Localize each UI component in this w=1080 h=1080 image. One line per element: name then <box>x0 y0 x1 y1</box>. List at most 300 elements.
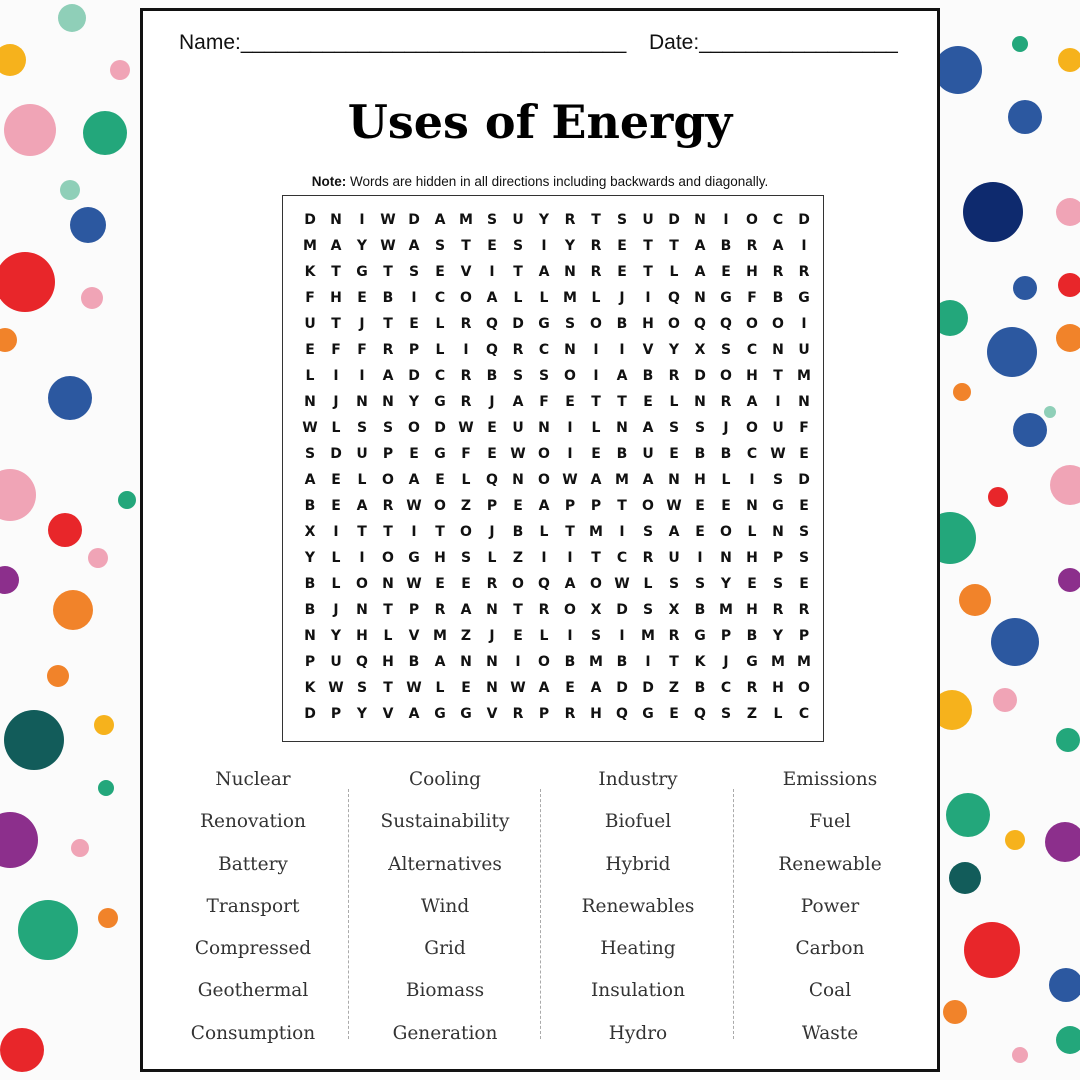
grid-letter[interactable]: T <box>643 264 653 280</box>
grid-letter[interactable]: T <box>565 524 575 540</box>
grid-letter[interactable]: A <box>356 498 368 514</box>
grid-letter[interactable]: T <box>331 316 341 332</box>
date-field[interactable] <box>649 31 898 55</box>
grid-letter[interactable]: R <box>512 342 524 358</box>
grid-letter[interactable]: P <box>720 628 732 644</box>
grid-letter[interactable]: A <box>408 238 420 254</box>
grid-letter[interactable]: D <box>408 212 420 228</box>
grid-letter[interactable]: C <box>538 342 550 358</box>
grid-letter[interactable]: E <box>721 264 731 280</box>
grid-letter[interactable]: B <box>616 446 628 462</box>
grid-letter[interactable]: L <box>331 420 341 436</box>
grid-letter[interactable]: G <box>460 706 472 722</box>
grid-letter[interactable]: G <box>642 706 654 722</box>
grid-letter[interactable]: T <box>513 264 523 280</box>
grid-letter[interactable]: R <box>798 264 810 280</box>
grid-letter[interactable]: I <box>619 628 625 644</box>
grid-letter[interactable]: R <box>772 602 784 618</box>
grid-letter[interactable]: Q <box>486 472 498 488</box>
grid-letter[interactable]: S <box>512 368 524 384</box>
grid-letter[interactable]: S <box>642 602 654 618</box>
grid-letter[interactable]: N <box>304 628 316 644</box>
grid-letter[interactable]: R <box>460 368 472 384</box>
grid-letter[interactable]: F <box>539 394 549 410</box>
grid-letter[interactable]: R <box>460 316 472 332</box>
grid-letter[interactable]: J <box>723 654 729 670</box>
grid-letter[interactable]: N <box>746 498 758 514</box>
grid-letter[interactable]: Q <box>668 290 680 306</box>
grid-letter[interactable]: I <box>333 524 339 540</box>
grid-letter[interactable]: L <box>383 628 393 644</box>
grid-letter[interactable]: T <box>591 212 601 228</box>
grid-letter[interactable]: W <box>770 446 786 462</box>
grid-letter[interactable]: Y <box>564 238 576 254</box>
grid-letter[interactable]: S <box>720 706 732 722</box>
grid-letter[interactable]: B <box>694 446 706 462</box>
grid-letter[interactable]: G <box>356 264 368 280</box>
grid-letter[interactable]: O <box>382 472 394 488</box>
grid-letter[interactable]: M <box>719 602 733 618</box>
grid-letter[interactable]: E <box>513 628 523 644</box>
grid-letter[interactable]: L <box>435 342 445 358</box>
grid-letter[interactable]: I <box>697 550 703 566</box>
grid-letter[interactable]: W <box>458 420 474 436</box>
grid-letter[interactable]: E <box>565 394 575 410</box>
grid-letter[interactable]: V <box>486 706 498 722</box>
grid-letter[interactable]: B <box>746 628 758 644</box>
grid-letter[interactable]: O <box>408 420 420 436</box>
grid-letter[interactable]: F <box>357 342 367 358</box>
grid-letter[interactable]: J <box>723 420 729 436</box>
grid-letter[interactable]: Y <box>720 576 732 592</box>
grid-letter[interactable]: A <box>694 264 706 280</box>
grid-letter[interactable]: T <box>383 602 393 618</box>
grid-letter[interactable]: Y <box>356 706 368 722</box>
grid-letter[interactable]: M <box>563 290 577 306</box>
grid-letter[interactable]: G <box>798 290 810 306</box>
grid-letter[interactable]: W <box>510 446 526 462</box>
grid-letter[interactable]: L <box>773 706 783 722</box>
grid-letter[interactable]: B <box>720 238 732 254</box>
grid-letter[interactable]: T <box>513 602 523 618</box>
grid-letter[interactable]: S <box>616 212 628 228</box>
grid-letter[interactable]: E <box>617 264 627 280</box>
grid-letter[interactable]: E <box>331 498 341 514</box>
grid-letter[interactable]: V <box>408 628 420 644</box>
grid-letter[interactable]: W <box>406 680 422 696</box>
grid-letter[interactable]: S <box>772 576 784 592</box>
grid-letter[interactable]: H <box>356 628 368 644</box>
grid-letter[interactable]: L <box>669 264 679 280</box>
grid-letter[interactable]: G <box>746 654 758 670</box>
grid-letter[interactable]: M <box>459 212 473 228</box>
grid-letter[interactable]: V <box>642 342 654 358</box>
grid-letter[interactable]: Z <box>460 498 472 514</box>
grid-letter[interactable]: E <box>591 446 601 462</box>
grid-letter[interactable]: U <box>642 212 654 228</box>
grid-letter[interactable]: R <box>538 602 550 618</box>
grid-letter[interactable]: R <box>590 264 602 280</box>
grid-letter[interactable]: Z <box>668 680 680 696</box>
grid-letter[interactable]: Q <box>538 576 550 592</box>
grid-letter[interactable]: N <box>486 654 498 670</box>
grid-letter[interactable]: L <box>435 316 445 332</box>
grid-letter[interactable]: L <box>643 576 653 592</box>
grid-letter[interactable]: G <box>434 446 446 462</box>
grid-letter[interactable]: S <box>408 264 420 280</box>
grid-letter[interactable]: U <box>330 654 342 670</box>
grid-letter[interactable]: L <box>357 472 367 488</box>
grid-letter[interactable]: W <box>562 472 578 488</box>
grid-letter[interactable]: N <box>694 290 706 306</box>
grid-letter[interactable]: R <box>772 264 784 280</box>
grid-letter[interactable]: N <box>694 212 706 228</box>
grid-letter[interactable]: T <box>461 238 471 254</box>
grid-letter[interactable]: I <box>489 264 495 280</box>
grid-letter[interactable]: N <box>460 654 472 670</box>
grid-letter[interactable]: W <box>328 680 344 696</box>
grid-letter[interactable]: E <box>643 394 653 410</box>
grid-letter[interactable]: T <box>669 654 679 670</box>
grid-letter[interactable]: N <box>382 394 394 410</box>
grid-letter[interactable]: S <box>356 680 368 696</box>
grid-letter[interactable]: K <box>694 654 706 670</box>
grid-letter[interactable]: G <box>408 550 420 566</box>
grid-letter[interactable]: O <box>798 680 810 696</box>
grid-letter[interactable]: R <box>382 342 394 358</box>
grid-letter[interactable]: U <box>356 446 368 462</box>
grid-letter[interactable]: K <box>304 264 316 280</box>
grid-letter[interactable]: S <box>798 524 810 540</box>
grid-letter[interactable]: E <box>461 576 471 592</box>
grid-letter[interactable]: F <box>747 290 757 306</box>
grid-letter[interactable]: Q <box>486 316 498 332</box>
grid-letter[interactable]: D <box>798 472 810 488</box>
grid-letter[interactable]: E <box>435 576 445 592</box>
grid-letter[interactable]: W <box>380 212 396 228</box>
grid-letter[interactable]: T <box>383 264 393 280</box>
grid-letter[interactable]: A <box>590 472 602 488</box>
grid-letter[interactable]: L <box>461 472 471 488</box>
grid-letter[interactable]: H <box>746 368 758 384</box>
grid-letter[interactable]: O <box>434 498 446 514</box>
grid-letter[interactable]: C <box>434 290 446 306</box>
grid-letter[interactable]: D <box>330 446 342 462</box>
grid-letter[interactable]: A <box>538 264 550 280</box>
grid-letter[interactable]: A <box>590 680 602 696</box>
grid-letter[interactable]: B <box>642 368 654 384</box>
grid-letter[interactable]: L <box>305 368 315 384</box>
grid-letter[interactable]: M <box>641 628 655 644</box>
grid-letter[interactable]: I <box>411 290 417 306</box>
grid-letter[interactable]: A <box>564 576 576 592</box>
grid-letter[interactable]: J <box>333 602 339 618</box>
grid-letter[interactable]: S <box>304 446 316 462</box>
grid-letter[interactable]: E <box>409 446 419 462</box>
grid-letter[interactable]: N <box>356 394 368 410</box>
grid-letter[interactable]: T <box>383 316 393 332</box>
grid-letter[interactable]: N <box>382 576 394 592</box>
grid-letter[interactable]: I <box>801 238 807 254</box>
grid-letter[interactable]: A <box>538 498 550 514</box>
grid-letter[interactable]: S <box>798 550 810 566</box>
grid-letter[interactable]: L <box>435 680 445 696</box>
grid-letter[interactable]: S <box>538 368 550 384</box>
name-field[interactable] <box>179 31 626 55</box>
grid-letter[interactable]: A <box>642 472 654 488</box>
grid-letter[interactable]: N <box>564 264 576 280</box>
grid-letter[interactable]: G <box>694 628 706 644</box>
grid-letter[interactable]: O <box>668 316 680 332</box>
grid-letter[interactable]: O <box>460 524 472 540</box>
grid-letter[interactable]: O <box>356 576 368 592</box>
grid-letter[interactable]: A <box>434 212 446 228</box>
grid-letter[interactable]: P <box>590 498 602 514</box>
grid-letter[interactable]: S <box>694 420 706 436</box>
grid-letter[interactable]: Q <box>694 316 706 332</box>
grid-letter[interactable]: B <box>304 576 316 592</box>
grid-letter[interactable]: D <box>304 212 316 228</box>
grid-letter[interactable]: S <box>512 238 524 254</box>
grid-letter[interactable]: P <box>304 654 316 670</box>
grid-letter[interactable]: E <box>799 498 809 514</box>
grid-letter[interactable]: I <box>359 368 365 384</box>
grid-letter[interactable]: S <box>694 576 706 592</box>
grid-letter[interactable]: I <box>619 342 625 358</box>
grid-letter[interactable]: C <box>798 706 810 722</box>
grid-letter[interactable]: O <box>772 316 784 332</box>
grid-letter[interactable]: T <box>591 550 601 566</box>
grid-letter[interactable]: B <box>486 368 498 384</box>
grid-letter[interactable]: D <box>408 368 420 384</box>
grid-letter[interactable]: U <box>668 550 680 566</box>
grid-letter[interactable]: N <box>694 394 706 410</box>
grid-letter[interactable]: R <box>434 602 446 618</box>
grid-letter[interactable]: Q <box>486 342 498 358</box>
grid-letter[interactable]: P <box>798 628 810 644</box>
grid-letter[interactable]: E <box>695 524 705 540</box>
grid-letter[interactable]: L <box>331 576 341 592</box>
grid-letter[interactable]: S <box>668 576 680 592</box>
grid-letter[interactable]: E <box>669 706 679 722</box>
grid-letter[interactable]: Y <box>668 342 680 358</box>
grid-letter[interactable]: R <box>564 706 576 722</box>
grid-letter[interactable]: C <box>434 368 446 384</box>
grid-letter[interactable]: D <box>512 316 524 332</box>
grid-letter[interactable]: U <box>512 212 524 228</box>
grid-letter[interactable]: B <box>382 290 394 306</box>
grid-letter[interactable]: O <box>460 290 472 306</box>
grid-letter[interactable]: E <box>435 264 445 280</box>
grid-letter[interactable]: S <box>460 550 472 566</box>
grid-letter[interactable]: B <box>512 524 524 540</box>
grid-letter[interactable]: D <box>304 706 316 722</box>
grid-letter[interactable]: B <box>772 290 784 306</box>
grid-letter[interactable]: L <box>487 550 497 566</box>
grid-letter[interactable]: P <box>382 446 394 462</box>
grid-letter[interactable]: I <box>723 212 729 228</box>
grid-letter[interactable]: Z <box>746 706 758 722</box>
grid-letter[interactable]: W <box>302 420 318 436</box>
grid-letter[interactable]: W <box>666 498 682 514</box>
grid-letter[interactable]: L <box>721 472 731 488</box>
grid-letter[interactable]: G <box>538 316 550 332</box>
grid-letter[interactable]: N <box>330 212 342 228</box>
grid-letter[interactable]: W <box>380 238 396 254</box>
grid-letter[interactable]: H <box>746 602 758 618</box>
grid-letter[interactable]: R <box>798 602 810 618</box>
grid-letter[interactable]: I <box>541 238 547 254</box>
grid-letter[interactable]: A <box>668 524 680 540</box>
grid-letter[interactable]: M <box>797 368 811 384</box>
grid-letter[interactable]: D <box>642 680 654 696</box>
grid-letter[interactable]: E <box>331 472 341 488</box>
grid-letter[interactable]: T <box>591 394 601 410</box>
grid-letter[interactable]: I <box>567 420 573 436</box>
grid-letter[interactable]: O <box>720 524 732 540</box>
grid-letter[interactable]: X <box>304 524 316 540</box>
grid-letter[interactable]: E <box>435 472 445 488</box>
grid-letter[interactable]: Y <box>408 394 420 410</box>
grid-letter[interactable]: I <box>359 550 365 566</box>
grid-letter[interactable]: R <box>746 680 758 696</box>
grid-letter[interactable]: H <box>642 316 654 332</box>
grid-letter[interactable]: E <box>747 576 757 592</box>
grid-letter[interactable]: E <box>695 498 705 514</box>
grid-letter[interactable]: C <box>746 446 758 462</box>
grid-letter[interactable]: O <box>746 212 758 228</box>
grid-letter[interactable]: S <box>668 420 680 436</box>
grid-letter[interactable]: W <box>406 498 422 514</box>
grid-letter[interactable]: N <box>772 524 784 540</box>
grid-letter[interactable]: C <box>772 212 784 228</box>
grid-letter[interactable]: Y <box>772 628 784 644</box>
grid-letter[interactable]: R <box>668 628 680 644</box>
grid-letter[interactable]: T <box>617 498 627 514</box>
grid-letter[interactable]: W <box>510 680 526 696</box>
grid-letter[interactable]: X <box>694 342 706 358</box>
grid-letter[interactable]: O <box>538 446 550 462</box>
grid-letter[interactable]: T <box>773 368 783 384</box>
grid-letter[interactable]: U <box>512 420 524 436</box>
grid-letter[interactable]: Q <box>694 706 706 722</box>
grid-letter[interactable]: O <box>564 602 576 618</box>
grid-letter[interactable]: I <box>567 446 573 462</box>
grid-letter[interactable]: A <box>408 472 420 488</box>
grid-letter[interactable]: N <box>538 420 550 436</box>
grid-letter[interactable]: V <box>460 264 472 280</box>
grid-letter[interactable]: P <box>408 342 420 358</box>
grid-letter[interactable]: B <box>304 602 316 618</box>
grid-letter[interactable]: I <box>515 654 521 670</box>
grid-letter[interactable]: O <box>590 316 602 332</box>
grid-letter[interactable]: A <box>772 238 784 254</box>
grid-letter[interactable]: O <box>642 498 654 514</box>
grid-letter[interactable]: R <box>642 550 654 566</box>
grid-letter[interactable]: I <box>619 524 625 540</box>
grid-letter[interactable]: E <box>305 342 315 358</box>
grid-letter[interactable]: M <box>589 524 603 540</box>
grid-letter[interactable]: S <box>772 472 784 488</box>
grid-letter[interactable]: T <box>617 394 627 410</box>
grid-letter[interactable]: O <box>590 576 602 592</box>
grid-letter[interactable]: O <box>538 654 550 670</box>
grid-letter[interactable]: P <box>538 706 550 722</box>
grid-letter[interactable]: I <box>567 628 573 644</box>
grid-letter[interactable]: I <box>541 550 547 566</box>
grid-letter[interactable]: D <box>434 420 446 436</box>
grid-letter[interactable]: S <box>434 238 446 254</box>
grid-letter[interactable]: I <box>593 342 599 358</box>
grid-letter[interactable]: D <box>616 602 628 618</box>
grid-letter[interactable]: R <box>460 394 472 410</box>
grid-letter[interactable]: Y <box>538 212 550 228</box>
grid-letter[interactable]: S <box>382 420 394 436</box>
grid-letter[interactable]: Y <box>304 550 316 566</box>
grid-letter[interactable]: F <box>305 290 315 306</box>
grid-letter[interactable]: T <box>435 524 445 540</box>
grid-letter[interactable]: R <box>720 394 732 410</box>
grid-letter[interactable]: I <box>645 290 651 306</box>
grid-letter[interactable]: B <box>564 654 576 670</box>
grid-letter[interactable]: N <box>356 602 368 618</box>
grid-letter[interactable]: L <box>747 524 757 540</box>
grid-letter[interactable]: E <box>669 446 679 462</box>
grid-letter[interactable]: A <box>304 472 316 488</box>
grid-letter[interactable]: H <box>434 550 446 566</box>
grid-letter[interactable]: Q <box>356 654 368 670</box>
grid-letter[interactable]: N <box>304 394 316 410</box>
grid-letter[interactable]: L <box>669 394 679 410</box>
grid-letter[interactable]: S <box>356 420 368 436</box>
grid-letter[interactable]: L <box>331 550 341 566</box>
grid-letter[interactable]: H <box>330 290 342 306</box>
grid-letter[interactable]: D <box>668 212 680 228</box>
grid-letter[interactable]: G <box>434 706 446 722</box>
grid-letter[interactable]: F <box>799 420 809 436</box>
grid-letter[interactable]: W <box>406 576 422 592</box>
grid-letter[interactable]: D <box>694 368 706 384</box>
grid-letter[interactable]: T <box>383 524 393 540</box>
grid-letter[interactable]: B <box>694 680 706 696</box>
grid-letter[interactable]: A <box>642 420 654 436</box>
grid-letter[interactable]: B <box>720 446 732 462</box>
grid-letter[interactable]: E <box>721 498 731 514</box>
grid-letter[interactable]: E <box>513 498 523 514</box>
grid-letter[interactable]: B <box>694 602 706 618</box>
grid-letter[interactable]: C <box>746 342 758 358</box>
grid-letter[interactable]: P <box>564 498 576 514</box>
grid-letter[interactable]: R <box>590 238 602 254</box>
grid-letter[interactable]: P <box>408 602 420 618</box>
grid-letter[interactable]: I <box>567 550 573 566</box>
grid-letter[interactable]: Y <box>356 238 368 254</box>
grid-letter[interactable]: C <box>616 550 628 566</box>
grid-letter[interactable]: A <box>460 602 472 618</box>
grid-letter[interactable]: M <box>771 654 785 670</box>
grid-letter[interactable]: I <box>593 368 599 384</box>
grid-letter[interactable]: L <box>539 524 549 540</box>
grid-letter[interactable]: T <box>669 238 679 254</box>
grid-letter[interactable]: N <box>512 472 524 488</box>
grid-letter[interactable]: I <box>359 212 365 228</box>
grid-letter[interactable]: D <box>798 212 810 228</box>
grid-letter[interactable]: A <box>408 706 420 722</box>
grid-letter[interactable]: N <box>798 394 810 410</box>
grid-letter[interactable]: R <box>512 706 524 722</box>
grid-letter[interactable]: D <box>616 680 628 696</box>
grid-letter[interactable]: U <box>304 316 316 332</box>
